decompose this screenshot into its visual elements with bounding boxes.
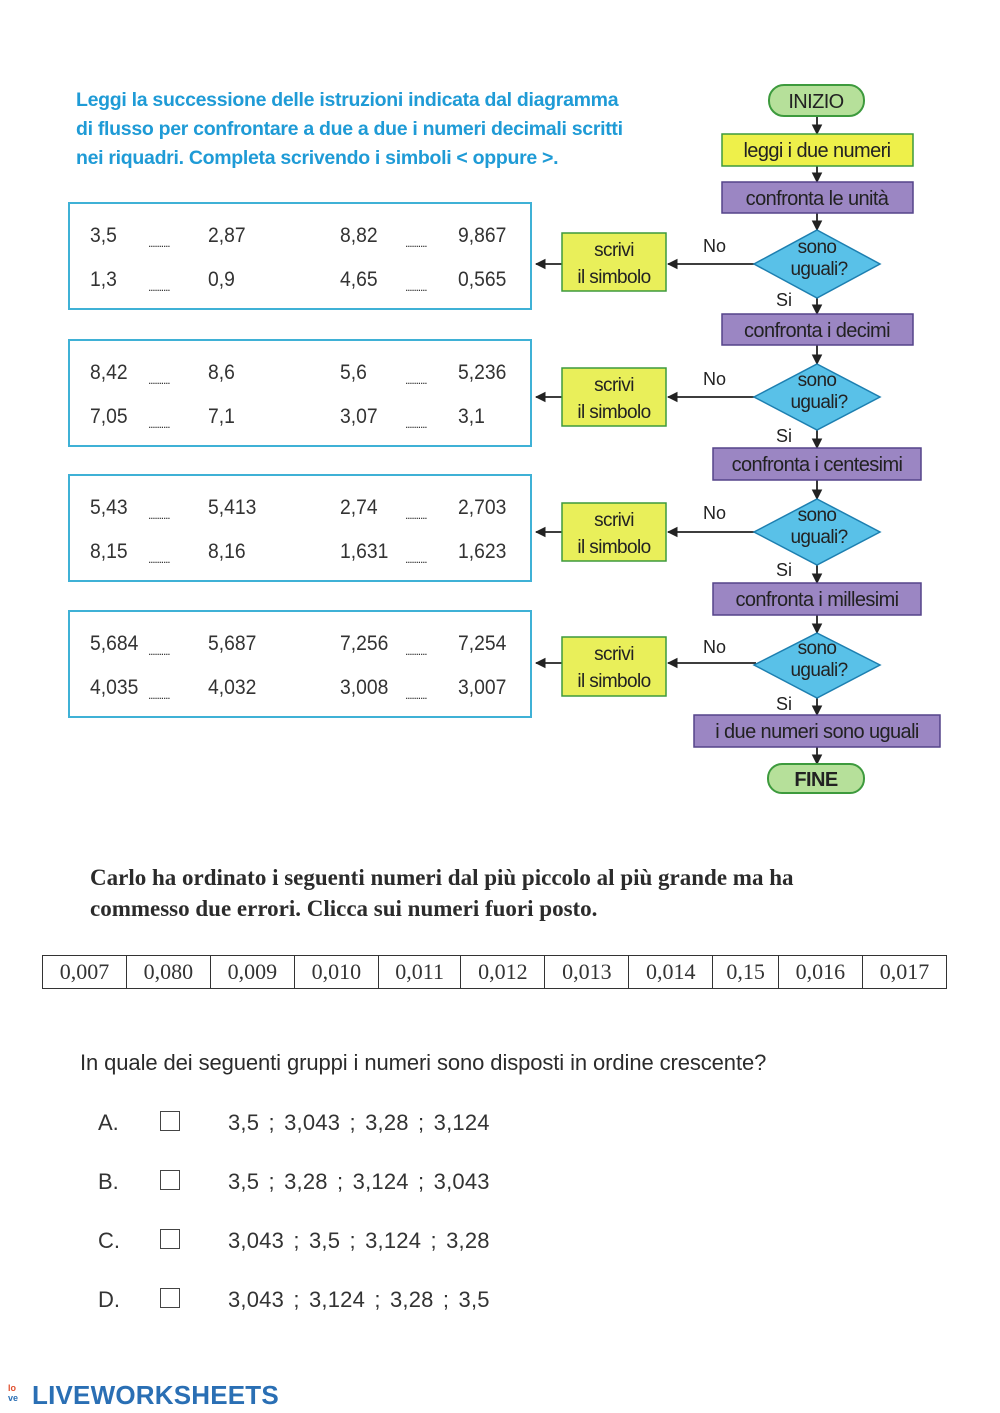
compare-number: 3,5 [90, 224, 117, 247]
symbol-blank[interactable]: .......... [405, 417, 427, 431]
compare-number: 0,565 [458, 268, 507, 291]
sequence-number-cell[interactable]: 0,017 [862, 956, 946, 989]
compare-number: 4,035 [90, 676, 139, 699]
start-label: INIZIO [788, 91, 844, 113]
logo-badge-top: lo [8, 1383, 16, 1393]
number-sequence-table [42, 955, 947, 989]
question-title: In quale dei seguenti gruppi i numeri sono disposti in ordine crescente? [80, 1050, 767, 1075]
decision-label-top: sono [797, 638, 837, 659]
write-label-bottom: il simbolo [577, 537, 651, 558]
yes-label: Si [776, 560, 793, 580]
compare-number: 5,687 [208, 632, 257, 655]
symbol-blank[interactable]: .......... [148, 373, 170, 387]
brand-logo [8, 1378, 279, 1412]
option-checkbox[interactable] [160, 1288, 180, 1308]
symbol-blank[interactable]: .......... [148, 688, 170, 702]
symbol-blank[interactable]: .......... [148, 236, 170, 250]
yes-label: Si [776, 694, 793, 714]
decision-label-bottom: uguali? [790, 392, 848, 413]
sequence-number-cell[interactable]: 0,011 [378, 956, 461, 989]
error-task-text [90, 862, 970, 924]
yes-label: Si [776, 290, 793, 310]
compare-number: 9,867 [458, 224, 507, 247]
write-label-bottom: il simbolo [577, 671, 651, 692]
compare-number: 4,032 [208, 676, 257, 699]
compare-number: 5,43 [90, 496, 128, 519]
compare-number: 1,3 [90, 268, 117, 291]
write-label-top: scrivi [594, 375, 634, 396]
option-checkbox[interactable] [160, 1111, 180, 1131]
compare-number: 8,6 [208, 361, 235, 384]
step-label: confronta le unità [745, 188, 889, 210]
write-label-top: scrivi [594, 644, 634, 665]
compare-number: 4,65 [340, 268, 378, 291]
sequence-number-cell[interactable]: 0,014 [629, 956, 713, 989]
compare-number: 3,008 [340, 676, 389, 699]
symbol-blank[interactable]: .......... [405, 552, 427, 566]
no-label: No [703, 369, 727, 389]
no-label: No [703, 236, 727, 256]
compare-number: 8,16 [208, 540, 246, 563]
compare-number: 5,684 [90, 632, 139, 655]
write-label-bottom: il simbolo [577, 267, 651, 288]
sequence-number-cell[interactable]: 0,012 [461, 956, 545, 989]
symbol-blank[interactable]: .......... [148, 552, 170, 566]
instructions-line: nei riquadri. Completa scrivendo i simboli < oppure >. [76, 147, 559, 169]
error-task-line: commesso due errori. Clicca sui numeri fuori posto. [90, 896, 598, 921]
option-checkbox[interactable] [160, 1229, 180, 1249]
decision-label-bottom: uguali? [790, 527, 848, 548]
brand-name: LIVEWORKSHEETS [32, 1379, 279, 1410]
compare-number: 5,236 [458, 361, 507, 384]
symbol-blank[interactable]: .......... [405, 236, 427, 250]
compare-number: 7,256 [340, 632, 389, 655]
equal-label: i due numeri sono uguali [715, 721, 919, 743]
sequence-number-cell[interactable]: 0,15 [713, 956, 779, 989]
sequence-number-cell[interactable]: 0,080 [126, 956, 210, 989]
option-values: 3,043 ; 3,5 ; 3,124 ; 3,28 [228, 1228, 490, 1253]
logo-badge-bottom: ve [8, 1393, 19, 1403]
instructions-line: di flusso per confrontare a due a due i numeri decimali scritti [76, 118, 623, 140]
read-label: leggi i due numeri [743, 140, 891, 162]
symbol-blank[interactable]: .......... [405, 373, 427, 387]
option-letter: A. [98, 1110, 119, 1135]
compare-number: 8,15 [90, 540, 128, 563]
option-values: 3,5 ; 3,28 ; 3,124 ; 3,043 [228, 1169, 490, 1194]
symbol-blank[interactable]: .......... [405, 280, 427, 294]
compare-number: 7,1 [208, 405, 235, 428]
option-letter: C. [98, 1228, 120, 1253]
compare-number: 8,42 [90, 361, 128, 384]
option-values: 3,5 ; 3,043 ; 3,28 ; 3,124 [228, 1110, 490, 1135]
compare-number: 2,703 [458, 496, 507, 519]
option-letter: D. [98, 1287, 120, 1312]
logo-icon [8, 1384, 30, 1406]
compare-number: 3,1 [458, 405, 485, 428]
decision-label-top: sono [797, 505, 837, 526]
yes-label: Si [776, 426, 793, 446]
symbol-blank[interactable]: .......... [148, 280, 170, 294]
compare-number: 2,74 [340, 496, 378, 519]
compare-number: 7,05 [90, 405, 128, 428]
option-letter: B. [98, 1169, 119, 1194]
sequence-number-cell[interactable]: 0,009 [210, 956, 294, 989]
no-label: No [703, 637, 727, 657]
symbol-blank[interactable]: .......... [148, 417, 170, 431]
decision-label-top: sono [797, 237, 837, 258]
symbol-blank[interactable]: .......... [405, 508, 427, 522]
decision-label-top: sono [797, 370, 837, 391]
write-label-bottom: il simbolo [577, 402, 651, 423]
symbol-blank[interactable]: .......... [405, 644, 427, 658]
write-label-top: scrivi [594, 240, 634, 261]
compare-number: 5,6 [340, 361, 367, 384]
compare-number: 1,631 [340, 540, 389, 563]
compare-number: 2,87 [208, 224, 246, 247]
step-label: confronta i decimi [744, 320, 890, 342]
compare-number: 5,413 [208, 496, 257, 519]
compare-number: 1,623 [458, 540, 507, 563]
option-checkbox[interactable] [160, 1170, 180, 1190]
instructions-line: Leggi la successione delle istruzioni indicata dal diagramma [76, 89, 619, 111]
no-label: No [703, 503, 727, 523]
end-label: FINE [794, 769, 838, 791]
sequence-number-cell[interactable]: 0,013 [545, 956, 629, 989]
sequence-number-cell[interactable]: 0,010 [294, 956, 378, 989]
symbol-blank[interactable]: .......... [405, 688, 427, 702]
step-label: confronta i centesimi [731, 454, 903, 476]
decision-label-bottom: uguali? [790, 259, 848, 280]
symbol-blank[interactable]: .......... [148, 508, 170, 522]
compare-number: 0,9 [208, 268, 235, 291]
compare-number: 8,82 [340, 224, 378, 247]
sequence-number-cell[interactable]: 0,016 [778, 956, 862, 989]
compare-number: 7,254 [458, 632, 507, 655]
option-values: 3,043 ; 3,124 ; 3,28 ; 3,5 [228, 1287, 490, 1312]
compare-number: 3,007 [458, 676, 507, 699]
write-label-top: scrivi [594, 510, 634, 531]
decision-label-bottom: uguali? [790, 660, 848, 681]
step-label: confronta i millesimi [735, 589, 899, 611]
sequence-number-cell[interactable]: 0,007 [43, 956, 127, 989]
compare-number: 3,07 [340, 405, 378, 428]
error-task-line: Carlo ha ordinato i seguenti numeri dal più piccolo al più grande ma ha [90, 865, 794, 890]
symbol-blank[interactable]: .......... [148, 644, 170, 658]
